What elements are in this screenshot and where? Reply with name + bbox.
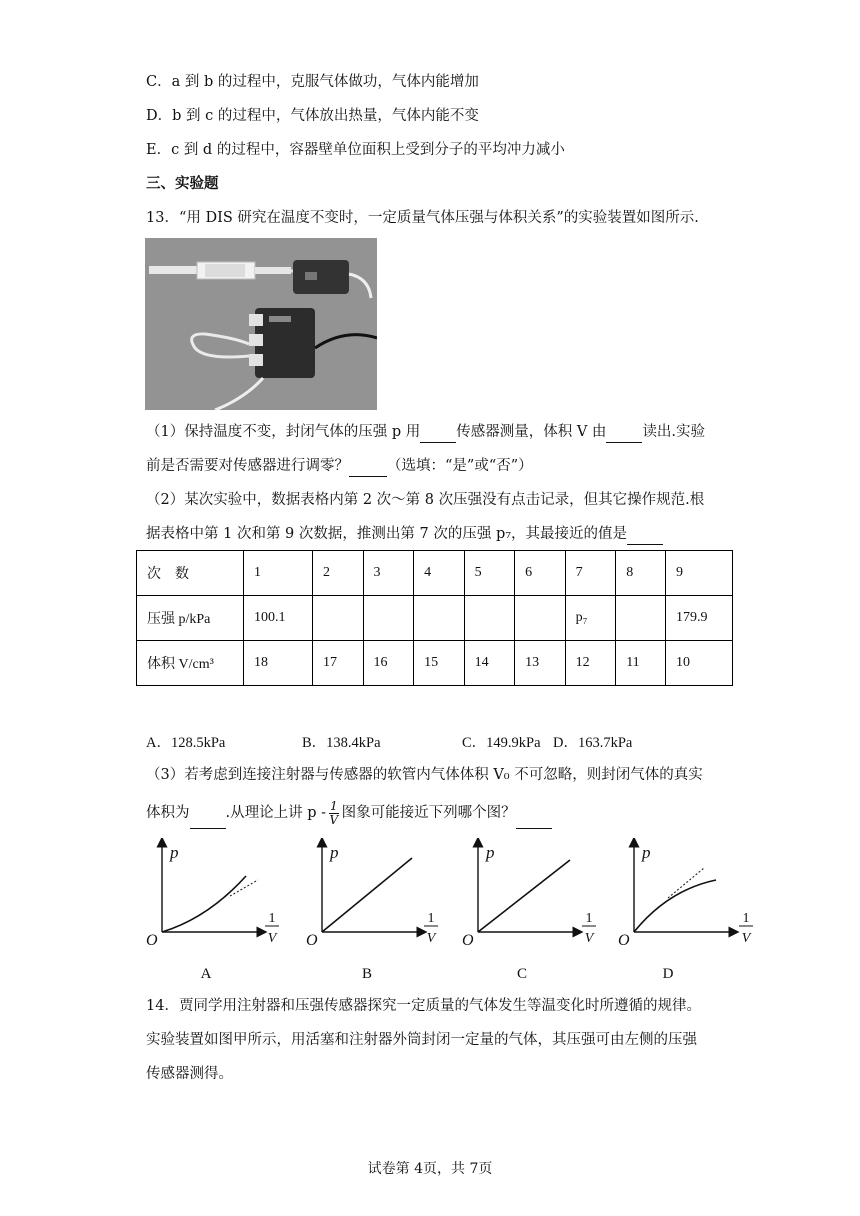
row-header-pressure: 压强 p/kPa (137, 596, 244, 641)
table-row-pressure: 压强 p/kPa 100.1 p₇ 179.9 (137, 596, 733, 641)
graph-d-xden: V (741, 931, 751, 946)
graph-b-ylabel: p (330, 843, 339, 862)
apparatus-photo (145, 238, 377, 410)
graph-d-origin: O (618, 932, 630, 949)
graph-c-xden: V (584, 931, 594, 946)
page-footer: 试卷第 4页，共 7页 (367, 1161, 493, 1177)
section-title: 三、实验题 (146, 175, 219, 192)
graph-b[interactable] (306, 842, 438, 982)
q14-line2: 实验装置如图甲所示，用活塞和注射器外筒封闭一定量的气体，其压强可由左侧的压强 (146, 1032, 697, 1048)
graph-d-xnum: 1 (742, 911, 750, 926)
q13-part2-line2: 据表格中第 1 次和第 9 次数据，推测出第 7 次的压强 p₇，其最接近的值是 (146, 524, 663, 545)
graph-a-label: A (200, 966, 212, 982)
q13-part1-line2: 前是否需要对传感器进行调零？ （选填：“是”或“否”） (146, 456, 533, 477)
graph-b-xnum: 1 (427, 911, 435, 926)
data-table (136, 550, 733, 686)
q14-line1: 14．贾同学用注射器和压强传感器探究一定质量的气体发生等温变化时所遵循的规律。 (146, 998, 701, 1014)
q13-intro: 13．“用 DIS 研究在温度不变时，一定质量气体压强与体积关系”的实验装置如图所示. (146, 210, 699, 226)
choice-a[interactable]: A．128.5kPa (146, 735, 226, 751)
option-e: E．c 到 d 的过程中，容器壁单位面积上受到分子的平均冲力减小 (146, 142, 565, 158)
graph-a-origin: O (146, 932, 158, 949)
graph-a-xden: V (267, 931, 277, 946)
row-header-volume: 体积 V/cm³ (137, 641, 244, 686)
q14-line3: 传感器测得。 (146, 1066, 233, 1082)
blank-sensor[interactable] (420, 422, 456, 443)
graph-c-ylabel: p (486, 843, 495, 862)
row-header-count: 次 数 (137, 551, 244, 596)
graph-a-xnum: 1 (268, 911, 276, 926)
q13-part1-line1: （1）保持温度不变，封闭气体的压强 p 用 传感器测量，体积 V 由 读出.实验 (146, 422, 705, 443)
graph-b-label: B (361, 966, 373, 982)
graph-b-xden: V (426, 931, 436, 946)
blank-volume-source[interactable] (606, 422, 642, 443)
blank-graph-choice[interactable] (516, 798, 552, 829)
table-row-count: 次 数 1 2 3 4 5 6 7 8 9 (137, 551, 733, 596)
table-row-volume: 体积 V/cm³ 18 17 16 15 14 13 12 11 10 (137, 641, 733, 686)
graph-c[interactable] (462, 842, 596, 982)
q13-part3-line2: 体积为 .从理论上讲 p - $\frac{1}{V}$ 图象可能接近下列哪个图？ (146, 798, 552, 829)
q13-part3-line1: （3）若考虑到连接注射器与传感器的软管内气体体积 V₀ 不可忽略，则封闭气体的真实 (146, 767, 703, 783)
fraction-1-over-v: $\frac{1}{V}$ (329, 798, 339, 827)
choice-c[interactable]: C．149.9kPa (462, 735, 541, 751)
graph-a[interactable] (146, 842, 279, 982)
graph-b-origin: O (306, 932, 318, 949)
choice-b[interactable]: B．138.4kPa (302, 735, 381, 751)
q13-part2-line1: （2）某次实验中，数据表格内第 2 次～第 8 次压强没有点击记录，但其它操作规范.根 (146, 492, 705, 508)
option-c: C．a 到 b 的过程中，克服气体做功，气体内能增加 (146, 74, 479, 90)
graph-c-origin: O (462, 932, 474, 949)
blank-p7[interactable] (627, 524, 663, 545)
graph-d-label: D (662, 966, 674, 982)
option-d: D．b 到 c 的过程中，气体放出热量，气体内能不变 (146, 108, 479, 124)
graph-a-ylabel: p (170, 843, 179, 862)
graph-d-ylabel: p (642, 843, 651, 862)
blank-true-volume[interactable] (190, 798, 226, 829)
graph-c-xnum: 1 (585, 911, 593, 926)
q13-choices (146, 731, 746, 751)
graph-d[interactable] (618, 842, 753, 982)
choice-d[interactable]: D．163.7kPa (553, 735, 633, 751)
blank-zeroing[interactable] (349, 456, 387, 477)
graph-c-label: C (516, 966, 528, 982)
graph-options (138, 838, 778, 988)
